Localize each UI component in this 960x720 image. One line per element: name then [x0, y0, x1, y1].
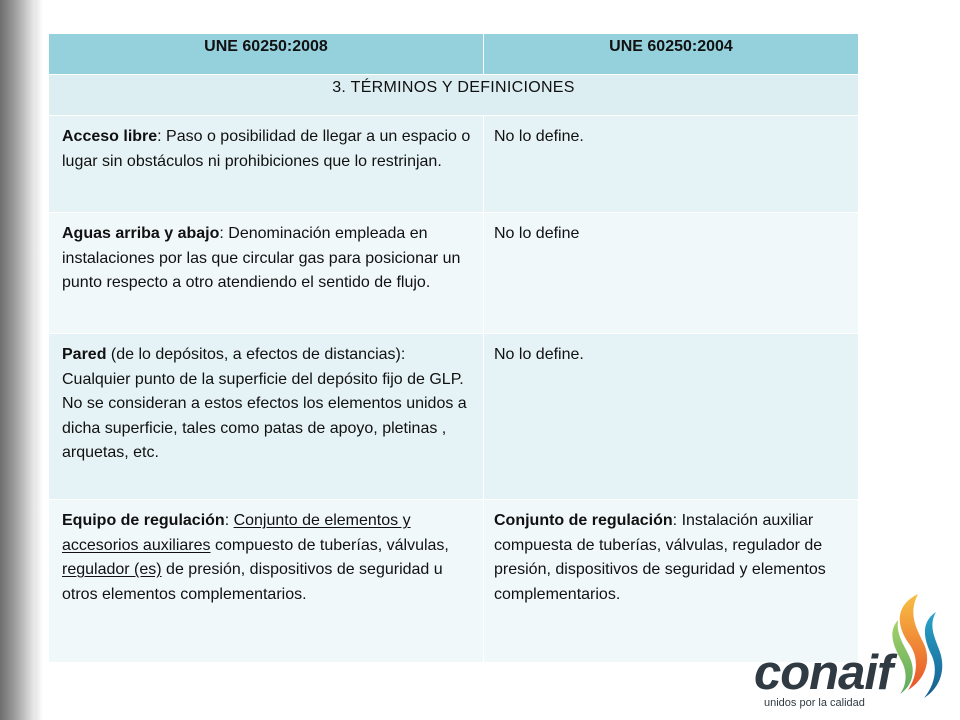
left-bar-shadow [35, 0, 43, 720]
term-name: Pared [62, 346, 107, 363]
term-name: Aguas arriba y abajo [62, 225, 220, 242]
definition-2008 [49, 213, 484, 334]
term-name: Conjunto de regulación [494, 512, 673, 529]
definition-2008 [49, 116, 484, 213]
left-decorative-bar [0, 0, 35, 720]
term-definition: : Paso o posibilidad de llegar a un espacio o lugar sin obstáculos ni prohibiciones que lo restrinjan. [62, 128, 471, 170]
term-definition: : Denominación empleada en instalaciones por las que circular gas para posicionar un punto respecto a otro atendiendo el sentido de flujo. [62, 225, 461, 291]
underlined-phrase: Conjunto de elementos y accesorios auxiliares [62, 512, 411, 554]
header-row [49, 34, 859, 75]
term-definition: (de lo depósitos, a efectos de distancias): Cualquier punto de la superficie del depósito fijo de GLP. No se consideran a estos efectos los elementos unidos a dicha superficie, tales como patas de apoyo, pletinas , arquetas, etc. [62, 346, 467, 461]
section-title: 3. TÉRMINOS Y DEFINICIONES [49, 75, 859, 116]
table-row [49, 213, 859, 334]
definition-2008 [49, 334, 484, 500]
logo-tagline: unidos por la calidad [764, 697, 865, 709]
section-row [49, 75, 859, 116]
definition-2008 [49, 500, 484, 663]
table-row [49, 334, 859, 500]
table-row [49, 116, 859, 213]
term-definition-part: compuesto de tuberías, válvulas, [210, 536, 449, 554]
term-definition-part: : [224, 512, 234, 529]
definition-2004: No lo define [484, 213, 859, 334]
header-col-2004: UNE 60250:2004 [484, 34, 859, 75]
term-definition: : Instalación auxiliar compuesta de tuberías, válvulas, regulador de presión, dispositivos de seguridad y elementos complementarios. [494, 512, 826, 603]
logo-wordmark: conaif [754, 646, 893, 700]
definition-2004: No lo define. [484, 116, 859, 213]
underlined-phrase: regulador (es) [62, 561, 162, 578]
header-col-2008: UNE 60250:2008 [49, 34, 484, 75]
term-name: Acceso libre [62, 128, 158, 145]
term-definition-part: de presión, dispositivos de seguridad u otros elementos complementarios. [62, 561, 443, 603]
table-row [49, 500, 859, 663]
term-name: Equipo de regulación [62, 512, 225, 529]
definition-2004: No lo define. [484, 334, 859, 500]
comparison-table [48, 33, 859, 663]
